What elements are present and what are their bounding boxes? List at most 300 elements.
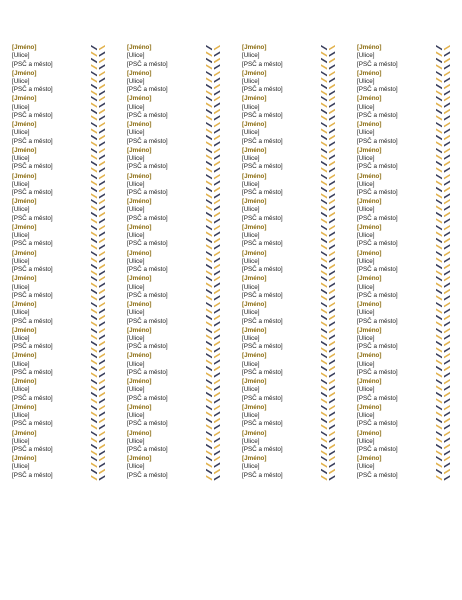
name-placeholder[interactable]: [Jméno]	[357, 429, 382, 437]
street-placeholder[interactable]: [Ulice]	[12, 386, 30, 394]
chevron-left-icon	[206, 238, 212, 243]
city-placeholder[interactable]: [PSČ a město]	[127, 420, 168, 428]
name-placeholder[interactable]: [Jméno]	[127, 455, 152, 463]
chevron-strip-icon	[320, 250, 336, 276]
address-label	[357, 70, 462, 96]
address-label	[242, 224, 350, 250]
city-placeholder[interactable]: [PSČ a město]	[357, 446, 398, 454]
chevron-left-icon	[91, 148, 97, 153]
city-placeholder[interactable]: [PSČ a město]	[242, 471, 283, 479]
city-placeholder[interactable]: [PSČ a město]	[242, 137, 283, 145]
name-placeholder[interactable]: [Jméno]	[127, 69, 152, 77]
chevron-right-icon	[444, 334, 450, 339]
street-placeholder[interactable]: [Ulice]	[127, 386, 145, 394]
city-placeholder[interactable]: [PSČ a město]	[242, 189, 283, 197]
city-placeholder[interactable]: [PSČ a město]	[127, 266, 168, 274]
name-placeholder[interactable]: [Jméno]	[127, 146, 152, 154]
city-placeholder[interactable]: [PSČ a město]	[357, 394, 398, 402]
street-placeholder[interactable]: [Ulice]	[357, 437, 375, 445]
chevron-right-icon	[99, 161, 105, 166]
street-placeholder[interactable]: [Ulice]	[357, 52, 375, 60]
street-placeholder[interactable]: [Ulice]	[127, 180, 145, 188]
chevron-right-icon	[329, 469, 335, 474]
city-placeholder[interactable]: [PSČ a město]	[12, 266, 53, 274]
chevron-right-icon	[329, 58, 335, 63]
city-placeholder[interactable]: [PSČ a město]	[357, 86, 398, 94]
name-placeholder[interactable]: [Jméno]	[12, 146, 37, 154]
city-placeholder[interactable]: [PSČ a město]	[357, 60, 398, 68]
name-placeholder[interactable]: [Jméno]	[127, 172, 152, 180]
city-placeholder[interactable]: [PSČ a město]	[127, 189, 168, 197]
name-placeholder[interactable]: [Jméno]	[242, 121, 267, 129]
street-placeholder[interactable]: [Ulice]	[242, 232, 260, 240]
street-placeholder[interactable]: [Ulice]	[242, 129, 260, 137]
street-placeholder[interactable]: [Ulice]	[127, 360, 145, 368]
city-placeholder[interactable]: [PSČ a město]	[242, 163, 283, 171]
city-placeholder[interactable]: [PSČ a město]	[12, 317, 53, 325]
city-placeholder[interactable]: [PSČ a město]	[12, 189, 53, 197]
city-placeholder[interactable]: [PSČ a město]	[127, 86, 168, 94]
name-placeholder[interactable]: [Jméno]	[12, 301, 37, 308]
name-placeholder[interactable]: [Jméno]	[12, 378, 37, 386]
address-block	[12, 327, 92, 352]
city-placeholder[interactable]: [PSČ a město]	[357, 214, 398, 222]
chevron-strip	[205, 378, 221, 404]
street-placeholder[interactable]: [Ulice]	[12, 360, 30, 368]
street-placeholder[interactable]: [Ulice]	[12, 257, 30, 265]
street-placeholder[interactable]: [Ulice]	[127, 257, 145, 265]
city-placeholder[interactable]: [PSČ a město]	[357, 137, 398, 145]
street-placeholder[interactable]: [Ulice]	[357, 386, 375, 394]
chevron-left-icon	[436, 405, 442, 410]
chevron-right-icon	[214, 174, 220, 179]
street-placeholder[interactable]: [Ulice]	[242, 437, 260, 445]
name-placeholder[interactable]: [Jméno]	[242, 326, 267, 334]
city-placeholder[interactable]: [PSČ a město]	[127, 343, 168, 351]
address-label	[242, 455, 350, 481]
street-placeholder[interactable]: [Ulice]	[12, 206, 30, 214]
street-placeholder[interactable]: [Ulice]	[12, 309, 30, 317]
street-placeholder[interactable]: [Ulice]	[127, 103, 145, 111]
address-label	[127, 404, 235, 430]
name-placeholder[interactable]: [Jméno]	[357, 69, 382, 77]
city-placeholder[interactable]: [PSČ a město]	[357, 343, 398, 351]
chevron-left-icon	[206, 379, 212, 384]
street-placeholder[interactable]: [Ulice]	[127, 77, 145, 85]
chevron-strip-icon	[90, 173, 106, 199]
street-placeholder[interactable]: [Ulice]	[127, 412, 145, 420]
name-placeholder[interactable]: [Jméno]	[357, 352, 382, 360]
chevron-strip	[90, 455, 106, 481]
city-placeholder[interactable]: [PSČ a město]	[357, 163, 398, 171]
city-placeholder[interactable]: [PSČ a město]	[12, 163, 53, 171]
street-placeholder[interactable]: [Ulice]	[242, 206, 260, 214]
name-placeholder[interactable]: [Jméno]	[357, 95, 382, 103]
street-placeholder[interactable]: [Ulice]	[12, 334, 30, 342]
name-placeholder[interactable]: [Jméno]	[127, 198, 152, 206]
chevron-right-icon	[329, 122, 335, 127]
street-placeholder[interactable]: [Ulice]	[357, 77, 375, 85]
chevron-right-icon	[214, 225, 220, 230]
chevron-strip	[320, 301, 336, 327]
city-placeholder[interactable]: [PSČ a město]	[12, 291, 53, 299]
name-placeholder[interactable]: [Jméno]	[242, 403, 267, 411]
city-placeholder[interactable]: [PSČ a město]	[357, 420, 398, 428]
city-placeholder[interactable]: [PSČ a město]	[242, 368, 283, 376]
chevron-left-icon	[436, 379, 442, 384]
city-placeholder[interactable]: [PSČ a město]	[12, 343, 53, 351]
city-placeholder[interactable]: [PSČ a město]	[12, 111, 53, 119]
address-label	[12, 352, 120, 378]
name-placeholder[interactable]: [Jméno]	[12, 172, 37, 180]
city-placeholder[interactable]: [PSČ a město]	[12, 240, 53, 248]
street-placeholder[interactable]: [Ulice]	[242, 155, 260, 163]
city-placeholder[interactable]: [PSČ a město]	[127, 291, 168, 299]
street-placeholder[interactable]: [Ulice]	[12, 283, 30, 291]
name-placeholder[interactable]: [Jméno]	[127, 95, 152, 103]
city-placeholder[interactable]: [PSČ a město]	[242, 291, 283, 299]
chevron-left-icon	[436, 340, 442, 345]
name-placeholder[interactable]: [Jméno]	[242, 249, 267, 257]
street-placeholder[interactable]: [Ulice]	[242, 360, 260, 368]
street-placeholder[interactable]: [Ulice]	[357, 360, 375, 368]
chevron-strip	[435, 44, 451, 70]
street-placeholder[interactable]: [Ulice]	[12, 180, 30, 188]
chevron-right-icon	[329, 174, 335, 179]
chevron-left-icon	[321, 411, 327, 416]
name-placeholder[interactable]: [Jméno]	[242, 198, 267, 206]
address-block	[357, 173, 437, 198]
street-placeholder[interactable]: [Ulice]	[127, 155, 145, 163]
chevron-strip	[435, 250, 451, 276]
name-placeholder[interactable]: [Jméno]	[357, 44, 382, 51]
street-placeholder[interactable]: [Ulice]	[242, 463, 260, 471]
city-placeholder[interactable]: [PSČ a město]	[242, 266, 283, 274]
chevron-left-icon	[436, 128, 442, 133]
address-block	[357, 275, 437, 300]
city-placeholder[interactable]: [PSČ a město]	[357, 317, 398, 325]
city-placeholder[interactable]: [PSČ a město]	[12, 60, 53, 68]
name-placeholder[interactable]: [Jméno]	[357, 249, 382, 257]
city-placeholder[interactable]: [PSČ a město]	[127, 471, 168, 479]
city-placeholder[interactable]: [PSČ a město]	[242, 343, 283, 351]
name-placeholder[interactable]: [Jméno]	[12, 121, 37, 129]
name-placeholder[interactable]: [Jméno]	[12, 326, 37, 334]
city-placeholder[interactable]: [PSČ a město]	[127, 394, 168, 402]
chevron-strip	[435, 121, 451, 147]
address-block	[242, 430, 322, 455]
address-label	[242, 198, 350, 224]
city-placeholder[interactable]: [PSČ a město]	[12, 214, 53, 222]
name-placeholder[interactable]: [Jméno]	[242, 69, 267, 77]
address-block	[242, 147, 322, 172]
street-placeholder[interactable]: [Ulice]	[357, 334, 375, 342]
street-placeholder[interactable]: [Ulice]	[242, 309, 260, 317]
name-placeholder[interactable]: [Jméno]	[12, 275, 37, 283]
chevron-strip-icon	[320, 378, 336, 404]
chevron-left-icon	[436, 276, 442, 281]
chevron-right-icon	[99, 392, 105, 397]
city-placeholder[interactable]: [PSČ a město]	[357, 240, 398, 248]
chevron-left-icon	[206, 51, 212, 56]
name-placeholder[interactable]: [Jméno]	[12, 44, 37, 51]
city-placeholder[interactable]: [PSČ a město]	[357, 189, 398, 197]
name-placeholder[interactable]: [Jméno]	[242, 429, 267, 437]
city-placeholder[interactable]: [PSČ a město]	[357, 111, 398, 119]
street-placeholder[interactable]: [Ulice]	[12, 52, 30, 60]
street-placeholder[interactable]: [Ulice]	[127, 232, 145, 240]
city-placeholder[interactable]: [PSČ a město]	[12, 446, 53, 454]
city-placeholder[interactable]: [PSČ a město]	[357, 266, 398, 274]
chevron-left-icon	[321, 443, 327, 448]
chevron-strip-icon	[205, 352, 221, 378]
city-placeholder[interactable]: [PSČ a město]	[12, 394, 53, 402]
chevron-strip	[320, 455, 336, 481]
chevron-left-icon	[321, 51, 327, 56]
chevron-left-icon	[436, 257, 442, 262]
street-placeholder[interactable]: [Ulice]	[12, 463, 30, 471]
city-placeholder[interactable]: [PSČ a město]	[357, 471, 398, 479]
street-placeholder[interactable]: [Ulice]	[127, 52, 145, 60]
city-placeholder[interactable]: [PSČ a město]	[12, 86, 53, 94]
chevron-right-icon	[214, 96, 220, 101]
city-placeholder[interactable]: [PSČ a město]	[127, 111, 168, 119]
street-placeholder[interactable]: [Ulice]	[242, 77, 260, 85]
city-placeholder[interactable]: [PSČ a město]	[127, 214, 168, 222]
chevron-strip	[320, 173, 336, 199]
city-placeholder[interactable]: [PSČ a město]	[127, 60, 168, 68]
street-placeholder[interactable]: [Ulice]	[127, 463, 145, 471]
chevron-right-icon	[214, 463, 220, 468]
address-block	[127, 95, 207, 120]
city-placeholder[interactable]: [PSČ a město]	[357, 368, 398, 376]
street-placeholder[interactable]: [Ulice]	[357, 155, 375, 163]
name-placeholder[interactable]: [Jméno]	[12, 403, 37, 411]
city-placeholder[interactable]: [PSČ a město]	[127, 317, 168, 325]
name-placeholder[interactable]: [Jméno]	[357, 275, 382, 283]
street-placeholder[interactable]: [Ulice]	[12, 129, 30, 137]
name-placeholder[interactable]: [Jméno]	[242, 275, 267, 283]
name-placeholder[interactable]: [Jméno]	[127, 301, 152, 308]
chevron-strip-icon	[435, 250, 451, 276]
street-placeholder[interactable]: [Ulice]	[127, 129, 145, 137]
name-placeholder[interactable]: [Jméno]	[357, 121, 382, 129]
chevron-right-icon	[99, 385, 105, 390]
street-placeholder[interactable]: [Ulice]	[127, 206, 145, 214]
name-placeholder[interactable]: [Jméno]	[242, 301, 267, 308]
street-placeholder[interactable]: [Ulice]	[242, 103, 260, 111]
chevron-left-icon	[91, 289, 97, 294]
street-placeholder[interactable]: [Ulice]	[12, 437, 30, 445]
name-placeholder[interactable]: [Jméno]	[127, 275, 152, 283]
name-placeholder[interactable]: [Jméno]	[357, 172, 382, 180]
chevron-strip-icon	[205, 147, 221, 173]
name-placeholder[interactable]: [Jméno]	[127, 352, 152, 360]
city-placeholder[interactable]: [PSČ a město]	[242, 60, 283, 68]
name-placeholder[interactable]: [Jméno]	[127, 403, 152, 411]
chevron-right-icon	[444, 379, 450, 384]
city-placeholder[interactable]: [PSČ a město]	[242, 240, 283, 248]
chevron-left-icon	[321, 238, 327, 243]
chevron-right-icon	[99, 289, 105, 294]
name-placeholder[interactable]: [Jméno]	[242, 455, 267, 463]
name-placeholder[interactable]: [Jméno]	[12, 429, 37, 437]
address-label	[357, 224, 462, 250]
name-placeholder[interactable]: [Jméno]	[357, 378, 382, 386]
street-placeholder[interactable]: [Ulice]	[127, 283, 145, 291]
name-placeholder[interactable]: [Jméno]	[12, 95, 37, 103]
address-label	[357, 121, 462, 147]
name-placeholder[interactable]: [Jméno]	[127, 378, 152, 386]
address-label	[242, 301, 350, 327]
chevron-strip	[205, 198, 221, 224]
street-placeholder[interactable]: [Ulice]	[357, 206, 375, 214]
name-placeholder[interactable]: [Jméno]	[242, 352, 267, 360]
chevron-left-icon	[206, 231, 212, 236]
chevron-right-icon	[444, 83, 450, 88]
street-placeholder[interactable]: [Ulice]	[242, 386, 260, 394]
chevron-strip-icon	[320, 198, 336, 224]
chevron-left-icon	[206, 225, 212, 230]
chevron-left-icon	[206, 385, 212, 390]
chevron-left-icon	[91, 411, 97, 416]
chevron-left-icon	[91, 418, 97, 423]
chevron-right-icon	[444, 45, 450, 50]
city-placeholder[interactable]: [PSČ a město]	[357, 291, 398, 299]
chevron-left-icon	[321, 418, 327, 423]
street-placeholder[interactable]: [Ulice]	[357, 257, 375, 265]
chevron-right-icon	[214, 340, 220, 345]
name-placeholder[interactable]: [Jméno]	[12, 223, 37, 231]
street-placeholder[interactable]: [Ulice]	[242, 52, 260, 60]
city-placeholder[interactable]: [PSČ a město]	[242, 394, 283, 402]
address-label	[127, 250, 235, 276]
city-placeholder[interactable]: [PSČ a město]	[242, 317, 283, 325]
name-placeholder[interactable]: [Jméno]	[12, 69, 37, 77]
chevron-right-icon	[444, 206, 450, 211]
city-placeholder[interactable]: [PSČ a město]	[242, 86, 283, 94]
street-placeholder[interactable]: [Ulice]	[127, 309, 145, 317]
name-placeholder[interactable]: [Jméno]	[127, 223, 152, 231]
chevron-left-icon	[91, 154, 97, 159]
city-placeholder[interactable]: [PSČ a město]	[12, 137, 53, 145]
street-placeholder[interactable]: [Ulice]	[357, 412, 375, 420]
name-placeholder[interactable]: [Jméno]	[242, 95, 267, 103]
street-placeholder[interactable]: [Ulice]	[357, 103, 375, 111]
chevron-strip-icon	[205, 301, 221, 327]
street-placeholder[interactable]: [Ulice]	[357, 232, 375, 240]
street-placeholder[interactable]: [Ulice]	[242, 180, 260, 188]
name-placeholder[interactable]: [Jméno]	[12, 249, 37, 257]
name-placeholder[interactable]: [Jméno]	[242, 172, 267, 180]
street-placeholder[interactable]: [Ulice]	[12, 77, 30, 85]
address-label	[242, 275, 350, 301]
street-placeholder[interactable]: [Ulice]	[357, 463, 375, 471]
name-placeholder[interactable]: [Jméno]	[357, 223, 382, 231]
name-placeholder[interactable]: [Jméno]	[357, 198, 382, 206]
name-placeholder[interactable]: [Jméno]	[12, 455, 37, 463]
city-placeholder[interactable]: [PSČ a město]	[127, 163, 168, 171]
chevron-right-icon	[99, 225, 105, 230]
name-placeholder[interactable]: [Jméno]	[242, 146, 267, 154]
city-placeholder[interactable]: [PSČ a město]	[127, 446, 168, 454]
city-placeholder[interactable]: [PSČ a město]	[12, 368, 53, 376]
chevron-left-icon	[321, 328, 327, 333]
street-placeholder[interactable]: [Ulice]	[242, 412, 260, 420]
chevron-right-icon	[214, 83, 220, 88]
street-placeholder[interactable]: [Ulice]	[12, 232, 30, 240]
chevron-left-icon	[436, 263, 442, 268]
city-placeholder[interactable]: [PSČ a město]	[127, 240, 168, 248]
street-placeholder[interactable]: [Ulice]	[12, 412, 30, 420]
name-placeholder[interactable]: [Jméno]	[357, 301, 382, 308]
street-placeholder[interactable]: [Ulice]	[357, 283, 375, 291]
street-placeholder[interactable]: [Ulice]	[357, 309, 375, 317]
name-placeholder[interactable]: [Jméno]	[127, 44, 152, 51]
chevron-right-icon	[99, 122, 105, 127]
address-block	[12, 147, 92, 172]
chevron-left-icon	[436, 174, 442, 179]
name-placeholder[interactable]: [Jméno]	[357, 326, 382, 334]
street-placeholder[interactable]: [Ulice]	[242, 334, 260, 342]
city-placeholder[interactable]: [PSČ a město]	[242, 214, 283, 222]
chevron-right-icon	[99, 45, 105, 50]
chevron-right-icon	[99, 148, 105, 153]
street-placeholder[interactable]: [Ulice]	[127, 437, 145, 445]
chevron-right-icon	[214, 289, 220, 294]
chevron-left-icon	[91, 122, 97, 127]
city-placeholder[interactable]: [PSČ a město]	[242, 420, 283, 428]
name-placeholder[interactable]: [Jméno]	[357, 455, 382, 463]
chevron-right-icon	[444, 315, 450, 320]
name-placeholder[interactable]: [Jméno]	[127, 326, 152, 334]
name-placeholder[interactable]: [Jméno]	[127, 429, 152, 437]
street-placeholder[interactable]: [Ulice]	[242, 257, 260, 265]
street-placeholder[interactable]: [Ulice]	[357, 180, 375, 188]
chevron-right-icon	[329, 154, 335, 159]
name-placeholder[interactable]: [Jméno]	[357, 146, 382, 154]
street-placeholder[interactable]: [Ulice]	[242, 283, 260, 291]
city-placeholder[interactable]: [PSČ a město]	[127, 368, 168, 376]
chevron-left-icon	[436, 411, 442, 416]
city-placeholder[interactable]: [PSČ a město]	[12, 420, 53, 428]
chevron-right-icon	[329, 238, 335, 243]
name-placeholder[interactable]: [Jméno]	[242, 44, 267, 51]
name-placeholder[interactable]: [Jméno]	[242, 223, 267, 231]
city-placeholder[interactable]: [PSČ a město]	[12, 471, 53, 479]
city-placeholder[interactable]: [PSČ a město]	[242, 446, 283, 454]
city-placeholder[interactable]: [PSČ a město]	[127, 137, 168, 145]
street-placeholder[interactable]: [Ulice]	[127, 334, 145, 342]
street-placeholder[interactable]: [Ulice]	[12, 103, 30, 111]
name-placeholder[interactable]: [Jméno]	[127, 121, 152, 129]
address-block	[127, 250, 207, 275]
name-placeholder[interactable]: [Jméno]	[357, 403, 382, 411]
name-placeholder[interactable]: [Jméno]	[12, 198, 37, 206]
street-placeholder[interactable]: [Ulice]	[357, 129, 375, 137]
chevron-strip	[205, 224, 221, 250]
street-placeholder[interactable]: [Ulice]	[12, 155, 30, 163]
chevron-right-icon	[214, 456, 220, 461]
name-placeholder[interactable]: [Jméno]	[127, 249, 152, 257]
chevron-left-icon	[91, 83, 97, 88]
address-label	[357, 378, 462, 404]
name-placeholder[interactable]: [Jméno]	[12, 352, 37, 360]
address-block	[12, 378, 92, 403]
name-placeholder[interactable]: [Jméno]	[242, 378, 267, 386]
chevron-strip-icon	[320, 327, 336, 353]
city-placeholder[interactable]: [PSČ a město]	[242, 111, 283, 119]
